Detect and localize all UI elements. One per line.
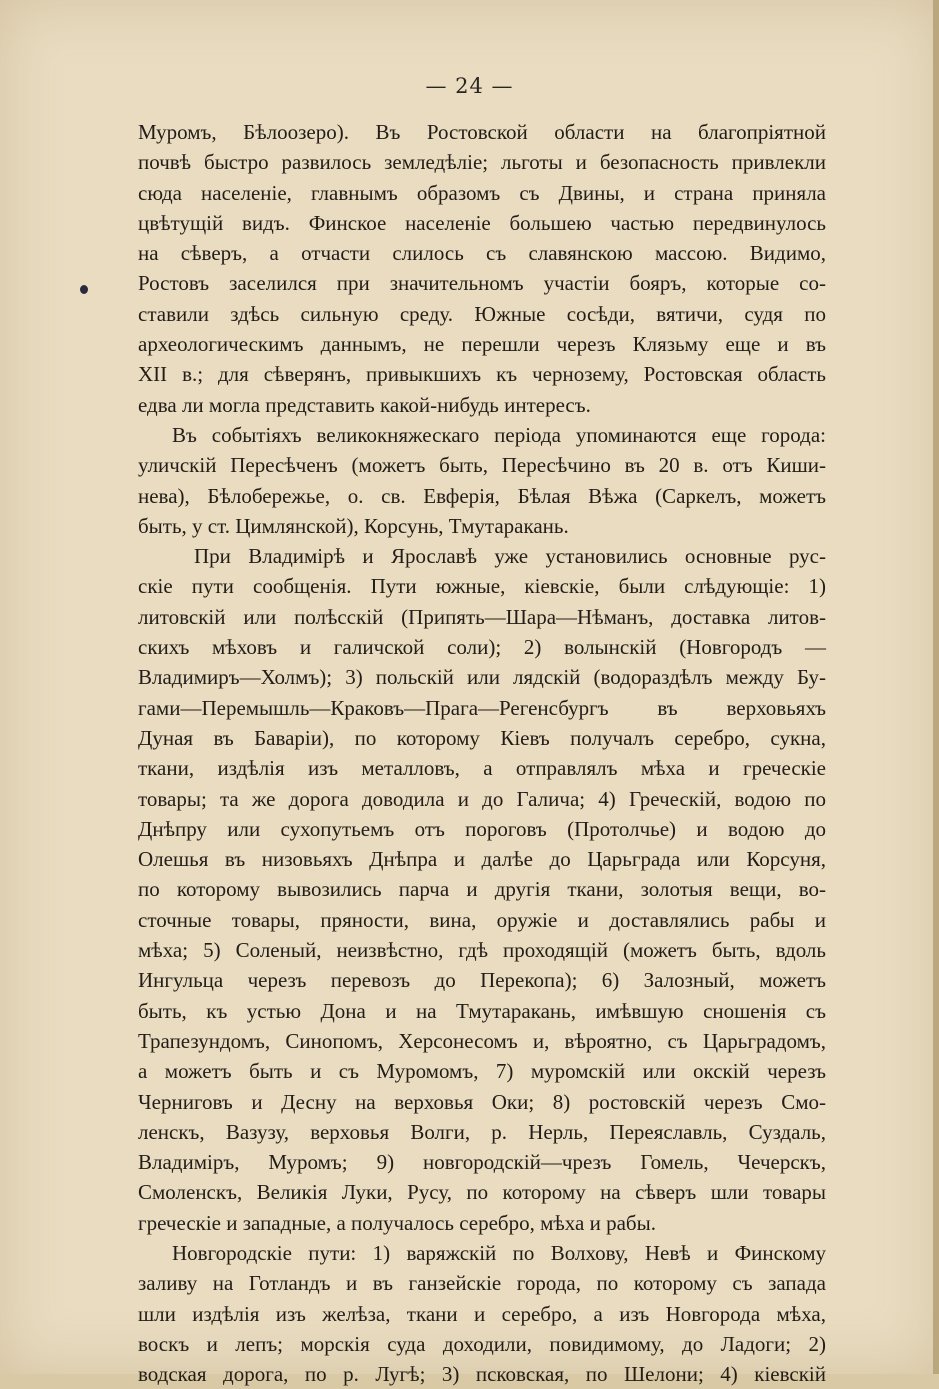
text-line: Владиміръ, Муромъ; 9) новгородскій—чрезъ Гомель, Чечерскъ, [138, 1150, 826, 1175]
text-line: Смоленскъ, Великія Луки, Русу, по которому на сѣверъ шли товары [138, 1180, 826, 1205]
text-line: гами—Перемышль—Краковъ—Прага—Регенсбургъ въ верховьяхъ [138, 695, 826, 720]
text-line: нева), Бѣлобережье, о. св. Евферія, Бѣлая Вѣжа (Саркелъ, можетъ [138, 483, 826, 508]
ink-dot [80, 285, 88, 294]
text-line: Ростовъ заселился при значительномъ участіи бояръ, которые со- [138, 271, 826, 296]
text-line: быть, къ устью Дона и на Тмутаракань, имѣвшую сношенія съ [138, 998, 826, 1023]
text-line: Олешья въ низовьяхъ Днѣпра и далѣе до Царьграда или Корсуня, [138, 847, 826, 872]
text-line: Муромъ, Бѣлоозеро). Въ Ростовской области на благопріятной [138, 120, 826, 144]
text-line: греческіе и западные, а получалось серебро, мѣха и рабы. [138, 1210, 656, 1235]
text-line: товары; та же дорога доводила и до Галича; 4) Греческій, водою по [138, 786, 826, 811]
text-line: быть, у ст. Цимлянской), Корсунь, Тмутаракань. [138, 513, 569, 538]
text-line: водская дорога, по р. Лугѣ; 3) псковская, по Шелони; 4) кіевскій [138, 1362, 826, 1387]
text-line: почвѣ быстро развилось земледѣліе; льготы и безопасность привлекли [138, 150, 826, 175]
text-line: Въ событіяхъ великокняжескаго періода упоминаются еще города: [172, 422, 826, 447]
text-line: археологическимъ даннымъ, не перешли черезъ Клязьму еще и въ [138, 332, 826, 357]
text-line: на сѣверъ, а отчасти слилось съ славянскою массою. Видимо, [138, 241, 826, 266]
text-line: При Владимірѣ и Ярославѣ уже установились основные рус- [194, 544, 826, 569]
text-line: Ингульца черезъ перевозъ до Перекопа); 6) Залозный, можетъ [138, 968, 826, 993]
text-line: литовскій или полѣсскій (Припять—Шара—Нѣманъ, доставка литов- [138, 604, 826, 629]
page-edge [933, 0, 939, 1374]
text-line: сюда населеніе, главнымъ образомъ съ Двины, и страна приняла [138, 180, 826, 205]
text-line: Черниговъ и Десну на верховья Оки; 8) ростовскій черезъ Смо- [138, 1089, 826, 1114]
text-line: едва ли могла представить какой-нибудь интересъ. [138, 392, 591, 417]
text-line: скіе пути сообщенія. Пути южные, кіевскіе, были слѣдующіе: 1) [138, 574, 826, 599]
text-line: Трапезундомъ, Синопомъ, Херсонесомъ и, вѣроятно, съ Царьградомъ, [138, 1028, 826, 1053]
text-line: ставили здѣсь сильную среду. Южные сосѣди, вятичи, судя по [138, 301, 826, 326]
text-line: XII в.; для сѣверянъ, привыкшихъ къ чернозему, Ростовская область [138, 362, 826, 387]
text-line: Владимиръ—Холмъ); 3) польскій или лядскій (водораздѣлъ между Бу- [138, 665, 826, 690]
text-line: мѣха; 5) Соленый, неизвѣстно, гдѣ проходящій (можетъ быть, вдоль [138, 938, 826, 963]
text-line: а можетъ быть и съ Муромомъ, 7) муромскій или окскій черезъ [138, 1059, 826, 1084]
text-line: заливу на Готландъ и въ ганзейскіе города, по которому съ запада [138, 1271, 826, 1296]
page-number: — 24 — [425, 74, 514, 98]
text-line: уличскій Пересѣченъ (можетъ быть, Пересѣчино въ 20 в. отъ Киши- [138, 453, 826, 478]
text-line: сточные товары, пряности, вина, оружіе и доставлялись рабы и [138, 907, 826, 932]
text-line: по которому вывозились парча и другія ткани, золотыя вещи, во- [138, 877, 826, 902]
text-line: шли издѣлія изъ желѣза, ткани и серебро, а изъ Новгорода мѣха, [138, 1301, 826, 1326]
text-line: ткани, издѣлія изъ металловъ, а отправлялъ мѣха и греческіе [138, 756, 826, 781]
body-text [138, 117, 826, 1389]
text-line: Дуная въ Баваріи), по которому Кіевъ получалъ серебро, сукна, [138, 725, 826, 750]
text-line: ленскъ, Вазузу, верховья Волги, р. Нерль, Переяславль, Суздаль, [138, 1119, 826, 1144]
text-line: цвѣтущій видъ. Финское населеніе большею частью передвинулось [138, 210, 826, 235]
text-line: Днѣпру или сухопутьемъ отъ пороговъ (Протолчье) и водою до [138, 816, 826, 841]
text-line: воскъ и лепъ; морскія суда доходили, повидимому, до Ладоги; 2) [138, 1331, 826, 1356]
text-line: скихъ мѣховъ и галичской соли); 2) волынскій (Новгородъ — [138, 635, 826, 660]
text-line: Новгородскіе пути: 1) варяжскій по Волхову, Невѣ и Финскому [172, 1240, 826, 1265]
